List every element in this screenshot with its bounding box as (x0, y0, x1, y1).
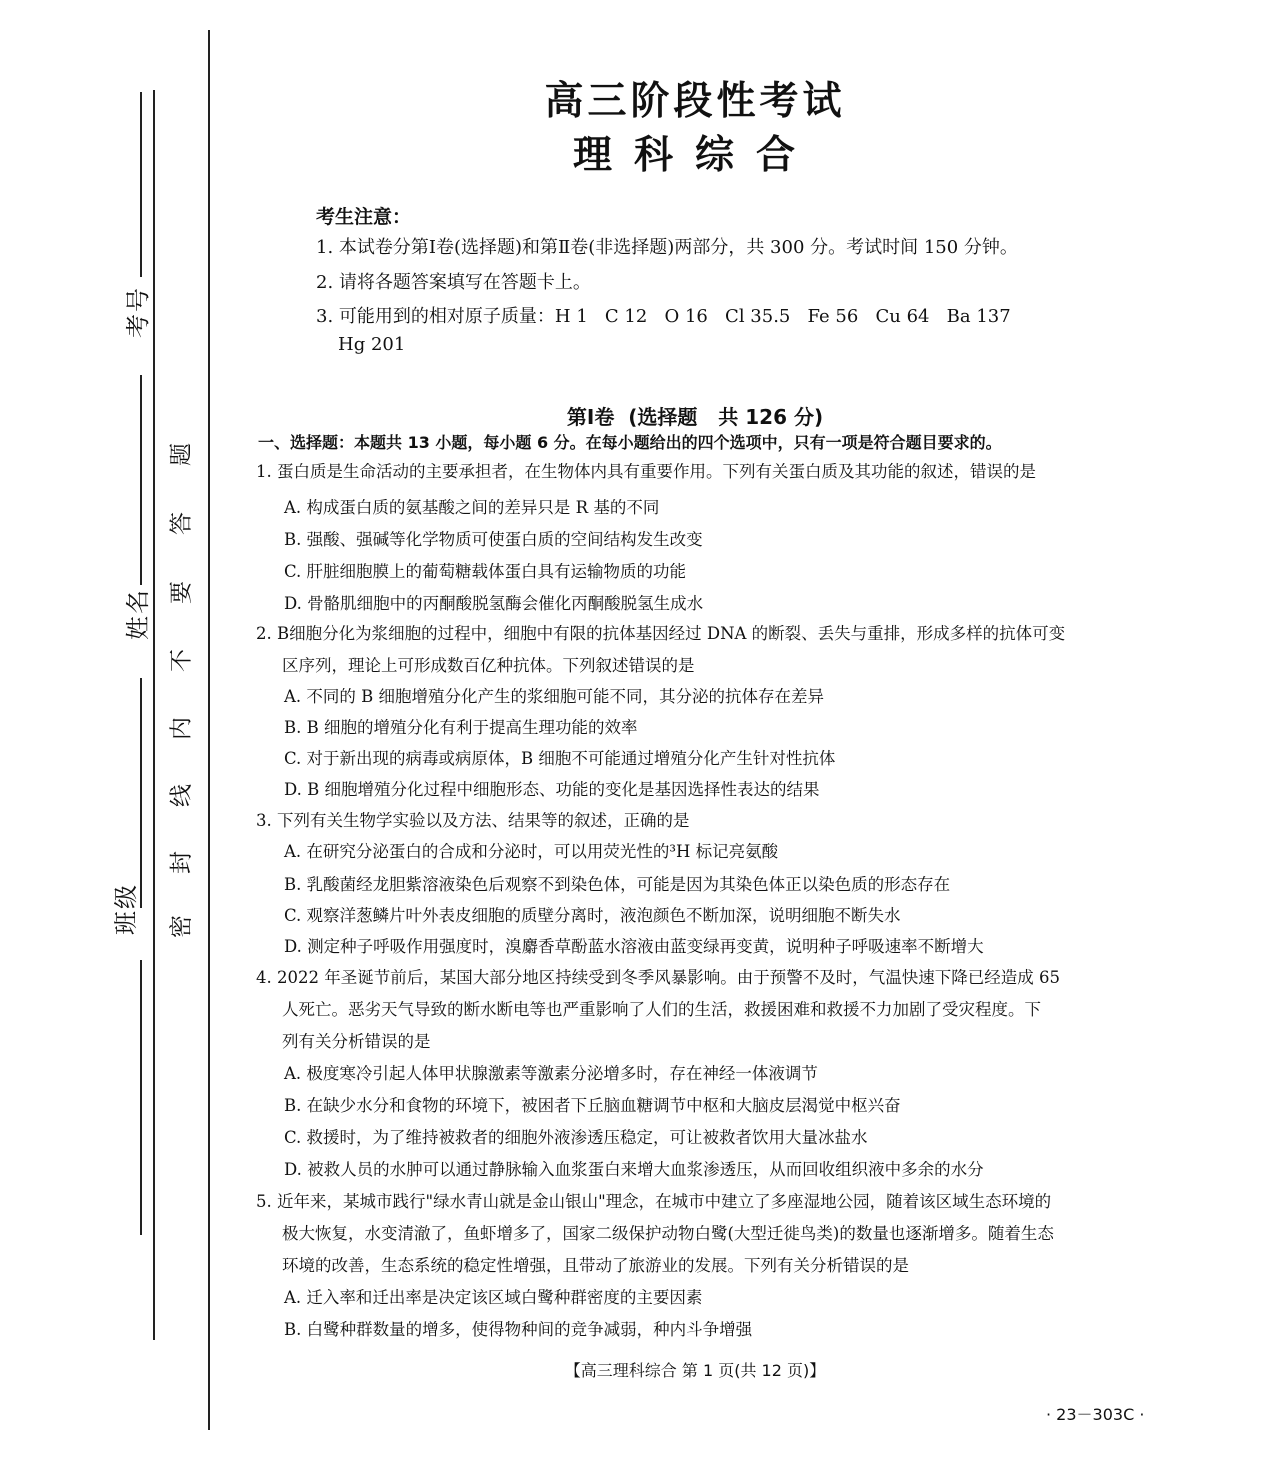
question-4-stem-line-1: 4. 2022 年圣诞节前后，某国大部分地区持续受到冬季风暴影响。由于预警不及时，气温快速下降已经造成 65 (256, 968, 1060, 987)
exam-title: 高三阶段性考试 (544, 79, 846, 124)
question-3-option-c: C. 观察洋葱鳞片叶外表皮细胞的质壁分离时，液泡颜色不断加深，说明细胞不断失水 (284, 906, 901, 925)
seal-char-5: 不 (168, 649, 195, 672)
question-4-option-d: D. 被救人员的水肿可以通过静脉输入血浆蛋白来增大血浆渗透压，从而回收组织液中多余的水分 (284, 1160, 984, 1179)
question-5-option-b: B. 白鹭种群数量的增多，使得物种间的竞争减弱，种内斗争增强 (284, 1320, 753, 1339)
question-4-option-b: B. 在缺少水分和食物的环境下，被困者下丘脑血糖调节中枢和大脑皮层渴觉中枢兴奋 (284, 1096, 901, 1115)
exam-number-label: 考号 (124, 286, 152, 338)
seal-char-3: 线 (168, 784, 195, 807)
question-2-stem-line-2: 区序列，理论上可形成数百亿种抗体。下列叙述错误的是 (282, 656, 695, 675)
notice-item-2: 2. 请将各题答案填写在答题卡上。 (316, 272, 591, 293)
seal-char-4: 内 (168, 717, 195, 740)
section-title: 第Ⅰ卷 (选择题 共 126 分) (566, 405, 824, 429)
seal-char-2: 封 (168, 851, 195, 874)
question-4-option-c: C. 救援时，为了维持被救者的细胞外液渗透压稳定，可让被救者饮用大量冰盐水 (284, 1128, 868, 1147)
class-label: 班级 (112, 883, 140, 935)
question-2-option-b: B. B 细胞的增殖分化有利于提高生理功能的效率 (284, 718, 638, 737)
seal-char-7: 答 (168, 512, 195, 535)
section-instruction: 一、选择题：本题共 13 小题，每小题 6 分。在每小题给出的四个选项中，只有一项是符合题目要求的。 (258, 433, 1002, 452)
seal-char-6: 要 (168, 581, 195, 604)
question-3-option-a: A. 在研究分泌蛋白的合成和分泌时，可以用荧光性的³H 标记亮氨酸 (284, 842, 779, 861)
notice-item-1: 1. 本试卷分第Ⅰ卷(选择题)和第Ⅱ卷(非选择题)两部分，共 300 分。考试时间 150 分钟。 (316, 237, 1018, 258)
question-2-option-c: C. 对于新出现的病毒或病原体，B 细胞不可能通过增殖分化产生针对性抗体 (284, 749, 836, 768)
question-1-stem: 1. 蛋白质是生命活动的主要承担者，在生物体内具有重要作用。下列有关蛋白质及其功能的叙述，错误的是 (256, 462, 1036, 481)
question-2-option-a: A. 不同的 B 细胞增殖分化产生的浆细胞可能不同，其分泌的抗体存在差异 (284, 687, 825, 706)
question-5-option-a: A. 迁入率和迁出率是决定该区域白鹭种群密度的主要因素 (284, 1288, 703, 1307)
exam-subject: 理科综合 (572, 133, 817, 178)
question-1-option-d: D. 骨骼肌细胞中的丙酮酸脱氢酶会催化丙酮酸脱氢生成水 (284, 594, 704, 613)
binding-line-right (208, 30, 210, 1430)
binding-line-left (153, 90, 155, 1340)
question-3-stem: 3. 下列有关生物学实验以及方法、结果等的叙述，正确的是 (256, 811, 690, 830)
question-5-stem-line-2: 极大恢复，水变清澈了，鱼虾增多了，国家二级保护动物白鹭(大型迁徙鸟类)的数量也逐渐增多。随着生态 (282, 1224, 1054, 1243)
page-footer: 【高三理科综合 第 1 页(共 12 页)】 (564, 1361, 826, 1380)
exam-code: · 23－303C · (1046, 1405, 1145, 1424)
question-1-option-c: C. 肝脏细胞膜上的葡萄糖载体蛋白具有运输物质的功能 (284, 562, 687, 581)
seal-char-1: 密 (168, 915, 195, 938)
question-4-stem-line-2: 人死亡。恶劣天气导致的断水断电等也严重影响了人们的生活，救援困难和救援不力加剧了受灾程度。下 (282, 1000, 1041, 1019)
class-fill-line (140, 678, 142, 908)
question-4-option-a: A. 极度寒冷引起人体甲状腺激素等激素分泌增多时，存在神经一体液调节 (284, 1064, 818, 1083)
notice-item-4: Hg 201 (338, 334, 406, 355)
exam-number-fill-line (140, 92, 142, 277)
notice-item-3: 3. 可能用到的相对原子质量：H 1 C 12 O 16 Cl 35.5 Fe 56 Cu 64 Ba 137 (316, 306, 1011, 327)
question-3-option-b: B. 乳酸菌经龙胆紫溶液染色后观察不到染色体，可能是因为其染色体正以染色质的形态存在 (284, 875, 951, 894)
seat-fill-line (140, 960, 142, 1235)
seal-char-8: 题 (168, 443, 195, 466)
question-1-option-b: B. 强酸、强碱等化学物质可使蛋白质的空间结构发生改变 (284, 530, 703, 549)
name-fill-line (140, 375, 142, 585)
question-5-stem-line-1: 5. 近年来，某城市践行"绿水青山就是金山银山"理念，在城市中建立了多座湿地公园，随着该区域生态环境的 (256, 1192, 1052, 1211)
question-1-option-a: A. 构成蛋白质的氨基酸之间的差异只是 R 基的不同 (284, 498, 660, 517)
notice-heading: 考生注意： (316, 206, 412, 228)
question-4-stem-line-3: 列有关分析错误的是 (282, 1032, 431, 1051)
name-label: 姓名 (124, 588, 152, 640)
question-2-option-d: D. B 细胞增殖分化过程中细胞形态、功能的变化是基因选择性表达的结果 (284, 780, 820, 799)
question-3-option-d: D. 测定种子呼吸作用强度时，溴麝香草酚蓝水溶液由蓝变绿再变黄，说明种子呼吸速率不断增大 (284, 937, 984, 956)
question-5-stem-line-3: 环境的改善，生态系统的稳定性增强，且带动了旅游业的发展。下列有关分析错误的是 (282, 1256, 909, 1275)
question-2-stem-line-1: 2. B细胞分化为浆细胞的过程中，细胞中有限的抗体基因经过 DNA 的断裂、丢失与重排，形成多样的抗体可变 (256, 624, 1066, 643)
